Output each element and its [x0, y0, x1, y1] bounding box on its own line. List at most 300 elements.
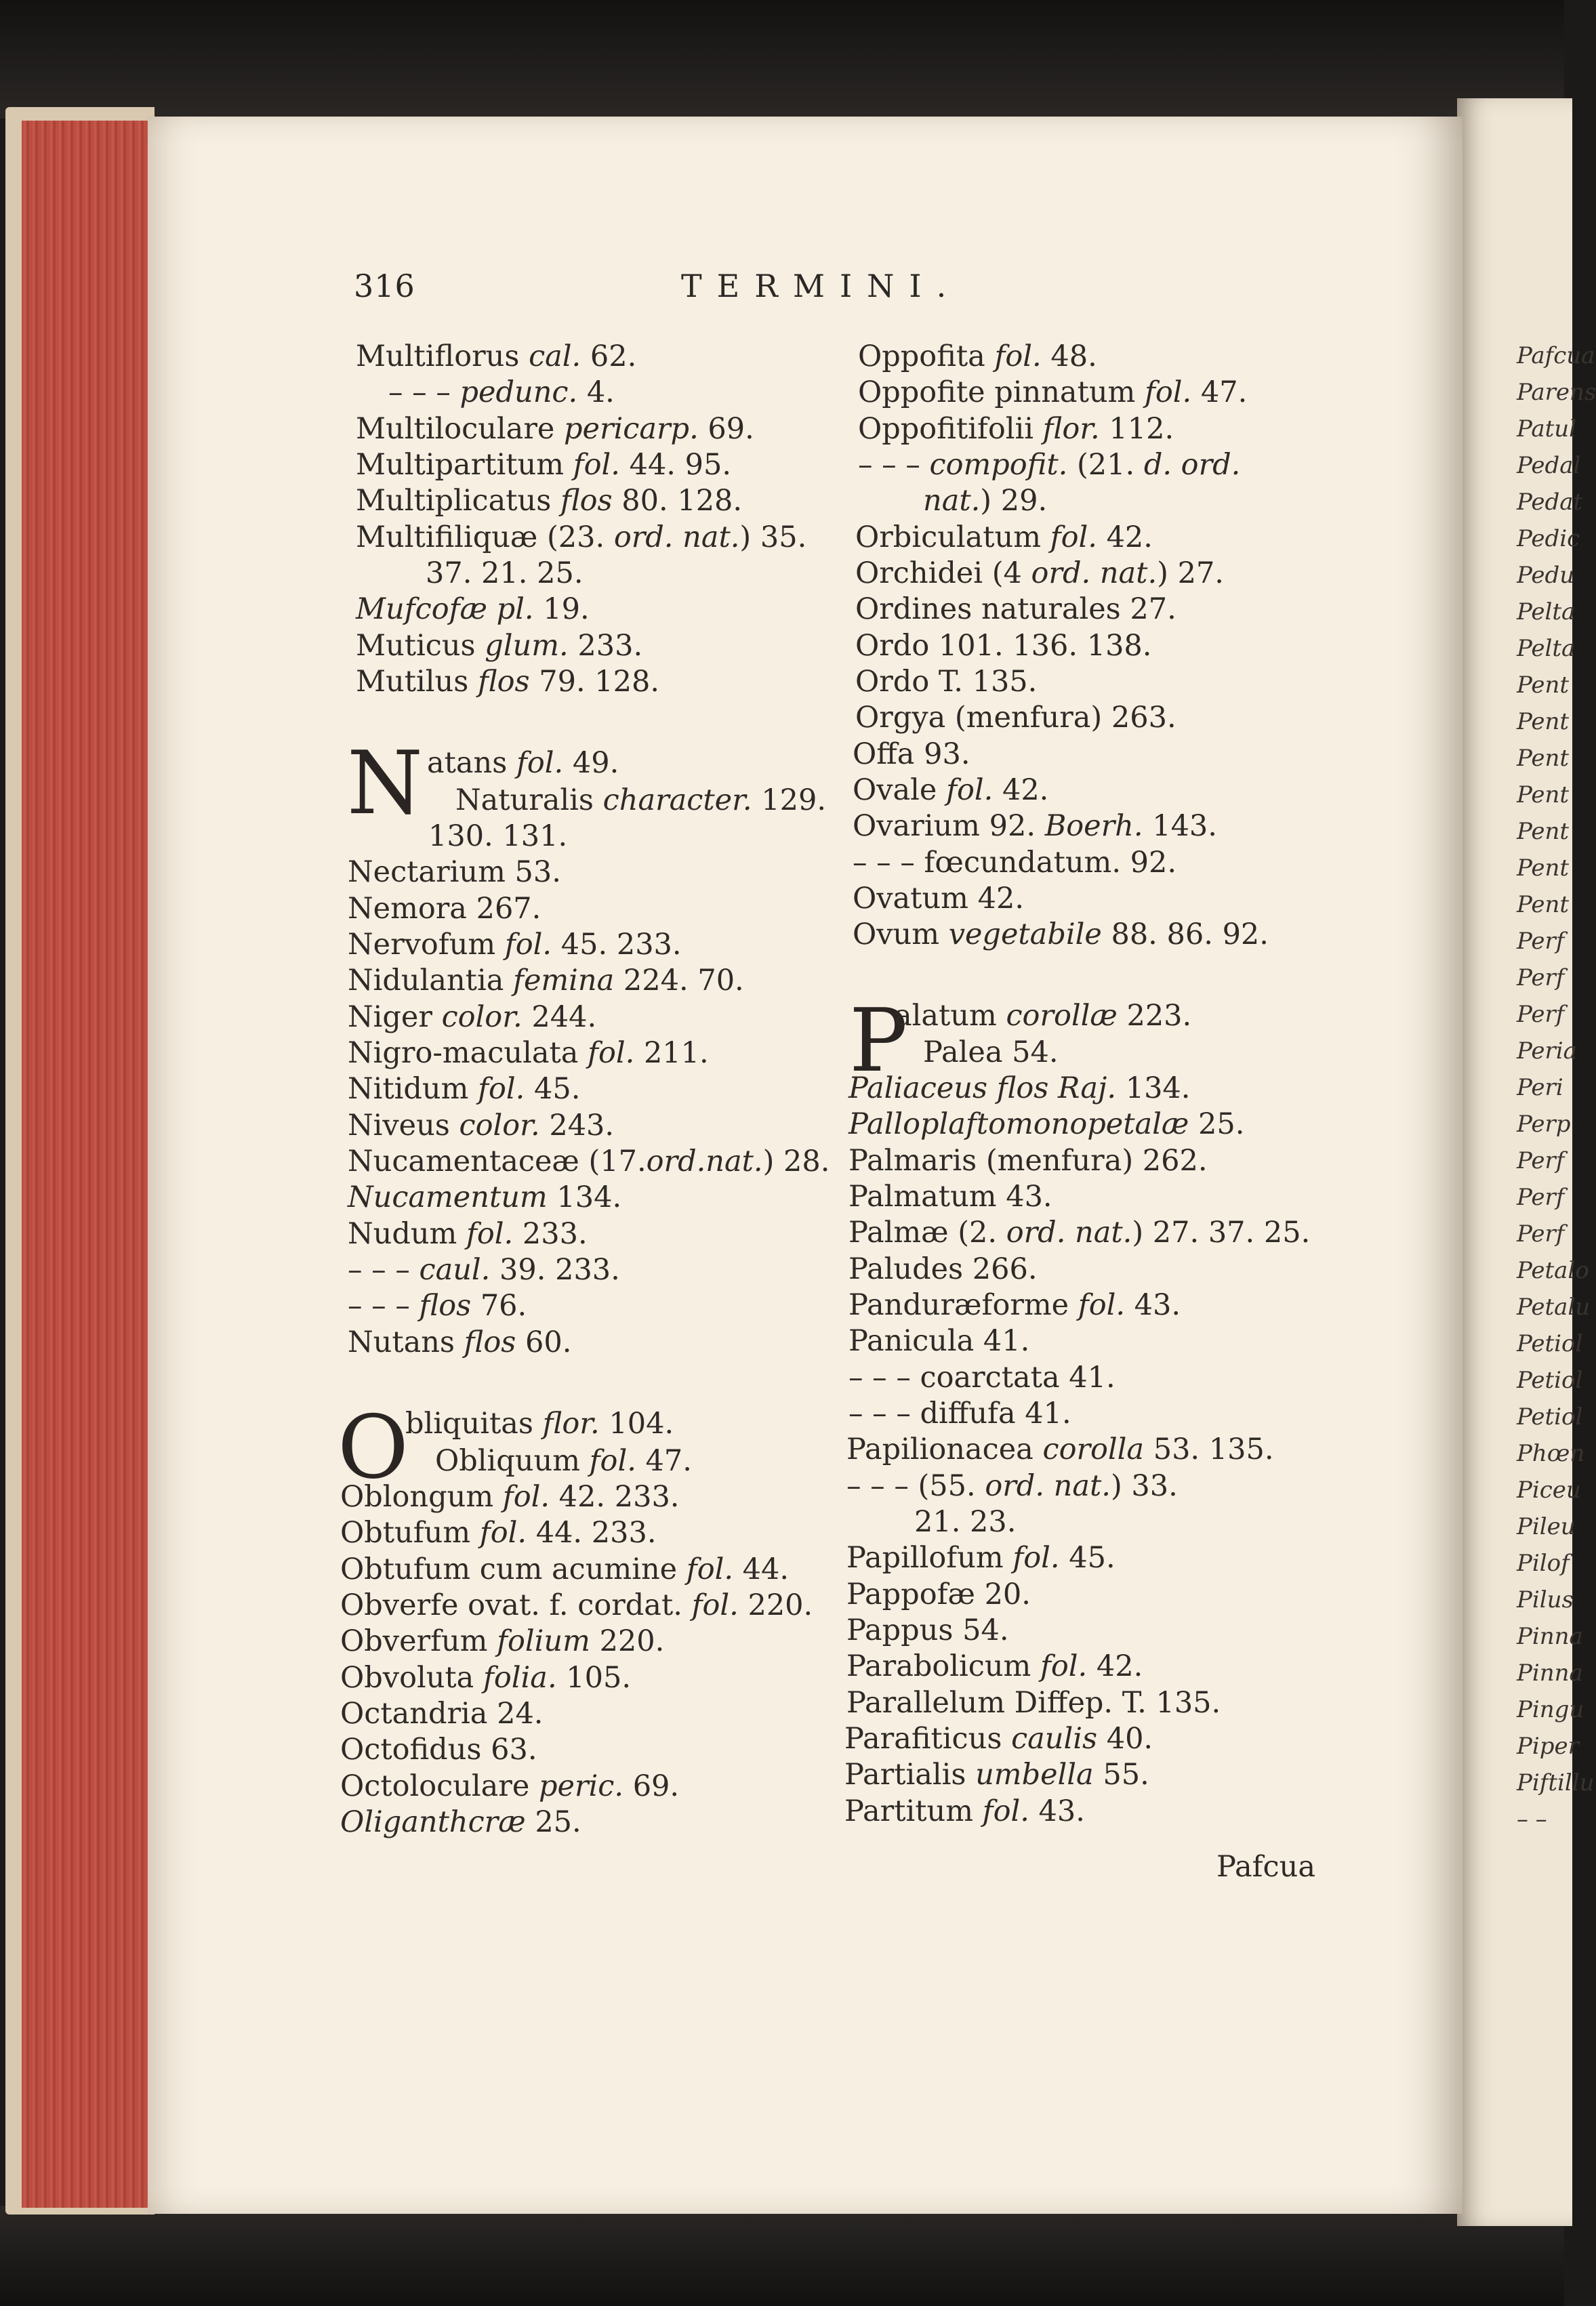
- right-column-entry: [858, 375, 1248, 409]
- entry-text: – – –: [348, 1253, 420, 1287]
- right-column-entry: [853, 920, 1269, 949]
- facing-page-word: Pent: [1517, 708, 1570, 735]
- entry-text: bliquitas: [405, 1407, 543, 1441]
- facing-page-word: Pent: [1517, 745, 1570, 772]
- facing-page-word: Pedu: [1517, 562, 1575, 589]
- entry-text: Pappofæ 20.: [846, 1578, 1031, 1611]
- entry-text: Nucamentum: [348, 1180, 548, 1214]
- entry-text: Niveus: [348, 1109, 459, 1142]
- right-column-entry: [846, 1435, 1274, 1464]
- right-column-entry: [858, 448, 1241, 482]
- entry-text: ord. nat.: [985, 1469, 1111, 1503]
- entry-text: ord.nat.: [646, 1145, 763, 1178]
- entry-text: 76.: [471, 1289, 527, 1323]
- right-column-entry: [853, 809, 1217, 843]
- entry-text: fol.: [478, 1072, 525, 1106]
- entry-text: Oppofitifolii: [858, 412, 1043, 446]
- entry-text: Ordines naturales 27.: [855, 592, 1176, 626]
- entry-text: Palloplaftomonopetalæ: [848, 1107, 1189, 1141]
- entry-text: 134.: [1116, 1071, 1191, 1105]
- entry-text: 223.: [1117, 999, 1192, 1033]
- left-column-entry: [348, 894, 541, 924]
- running-title: TERMINI.: [681, 268, 962, 304]
- entry-text: 45.: [525, 1072, 581, 1106]
- right-column-entry: [923, 1035, 1059, 1069]
- right-column-entry: [855, 556, 1224, 590]
- facing-page-word: Perf: [1517, 964, 1565, 991]
- entry-text: fol.: [1078, 1288, 1126, 1322]
- entry-text: folia.: [483, 1661, 557, 1695]
- entry-text: 42.: [1097, 520, 1153, 554]
- entry-text: flos: [560, 484, 613, 518]
- right-column-entry: [855, 629, 1152, 663]
- right-column-entry: [853, 848, 1176, 878]
- entry-text: d. ord.: [1143, 448, 1241, 482]
- right-column-entry: [914, 1505, 1017, 1539]
- entry-text: flos: [419, 1289, 472, 1323]
- right-column-entry: [895, 999, 1192, 1033]
- facing-page-word: Perf: [1517, 928, 1565, 955]
- entry-text: 79. 128.: [529, 665, 660, 699]
- entry-text: folium: [497, 1624, 590, 1658]
- entry-text: Nitidum: [348, 1072, 478, 1106]
- entry-text: 243.: [539, 1109, 615, 1142]
- right-column-entry: [853, 737, 970, 771]
- left-column-entry: [340, 1624, 665, 1658]
- entry-text: Ovum: [853, 918, 949, 951]
- entry-text: Nervofum: [348, 928, 505, 962]
- facing-page-word: Pilof: [1517, 1550, 1570, 1577]
- left-column-entry: [427, 746, 619, 780]
- drop-cap-p: P: [849, 991, 908, 1092]
- entry-text: fol.: [589, 1444, 636, 1478]
- entry-text: flos: [464, 1325, 516, 1359]
- facing-page-word: Perf: [1517, 1220, 1565, 1248]
- entry-text: Parafiticus: [844, 1722, 1012, 1756]
- facing-page-word: Phœn: [1517, 1440, 1585, 1467]
- left-column-entry: [348, 1180, 622, 1214]
- entry-text: Octoloculare: [340, 1769, 539, 1803]
- backdrop-top: [0, 0, 1564, 119]
- entry-text: fol.: [573, 448, 620, 482]
- entry-text: 233.: [568, 629, 643, 663]
- entry-text: Octandria 24.: [340, 1697, 544, 1731]
- entry-text: Oppofita: [858, 339, 995, 373]
- entry-text: pericarp.: [563, 412, 699, 446]
- drop-cap-n: N: [347, 733, 423, 834]
- entry-text: 47.: [636, 1444, 692, 1478]
- facing-page-word: Pent: [1517, 855, 1570, 882]
- right-column-entry: [848, 1324, 1030, 1358]
- left-column-entry: [356, 667, 659, 697]
- right-column-entry: [855, 703, 1176, 733]
- entry-text: 45.: [1059, 1541, 1116, 1575]
- entry-text: nat.: [923, 484, 981, 518]
- entry-text: Multiloculare: [356, 412, 564, 446]
- catchword: Pafcua: [1216, 1850, 1315, 1884]
- facing-page-word: Piceu: [1517, 1477, 1581, 1504]
- entry-text: fol.: [1145, 375, 1192, 409]
- entry-text: 42.: [1087, 1649, 1143, 1683]
- entry-text: 53. 135.: [1144, 1433, 1274, 1466]
- left-column-entry: [348, 1325, 572, 1359]
- entry-text: Multiplicatus: [356, 484, 560, 518]
- facing-page-word: Perf: [1517, 1184, 1565, 1211]
- left-column-entry: [348, 966, 744, 995]
- entry-text: ord. nat.: [1031, 556, 1158, 590]
- entry-text: compofit.: [929, 448, 1068, 482]
- left-column-entry: [428, 819, 568, 853]
- facing-page-word: Petiol: [1517, 1367, 1583, 1394]
- entry-text: Oppofite pinnatum: [858, 375, 1145, 409]
- entry-text: – – –: [348, 1289, 420, 1323]
- facing-page-word: Pedic: [1517, 525, 1580, 552]
- left-column-entry: [340, 1805, 581, 1839]
- left-column-entry: [356, 484, 743, 518]
- left-column-entry: [340, 1516, 657, 1550]
- entry-text: ) 28.: [762, 1145, 830, 1178]
- entry-text: Partialis: [844, 1758, 976, 1792]
- facing-page-word: Petalo: [1517, 1257, 1589, 1284]
- left-column-entry: [356, 520, 807, 554]
- right-column-entry: [848, 1363, 1116, 1393]
- entry-text: 42.: [993, 773, 1049, 807]
- entry-text: Nudum: [348, 1217, 466, 1251]
- entry-text: – – – (55.: [846, 1469, 985, 1503]
- facing-page-word: Peri: [1517, 1074, 1563, 1101]
- entry-text: fol.: [1012, 1541, 1060, 1575]
- entry-text: Palmaris (menfura) 262.: [848, 1144, 1208, 1178]
- entry-text: fol.: [982, 1794, 1029, 1828]
- right-column-entry: [923, 484, 1048, 518]
- entry-text: 62.: [581, 339, 637, 373]
- entry-text: flor.: [1042, 412, 1100, 446]
- entry-text: 244.: [522, 1000, 597, 1034]
- entry-text: 60.: [516, 1325, 572, 1359]
- entry-text: 112.: [1099, 412, 1174, 446]
- entry-text: – – – diffufa 41.: [848, 1397, 1071, 1430]
- facing-page-word: Piper: [1517, 1733, 1579, 1760]
- facing-page-word: Pent: [1517, 672, 1570, 699]
- facing-page-word: Peria: [1517, 1037, 1577, 1065]
- entry-text: Ordo T. 135.: [855, 665, 1038, 699]
- left-column-entry: [340, 1697, 544, 1731]
- entry-text: umbella: [975, 1758, 1094, 1792]
- facing-page-word: Pingu: [1517, 1696, 1584, 1723]
- entry-text: Octofidus 63.: [340, 1733, 537, 1767]
- entry-text: Parallelum Diffep. T. 135.: [846, 1686, 1221, 1720]
- entry-text: 104.: [599, 1407, 674, 1441]
- entry-text: Ovatum 42.: [853, 882, 1024, 915]
- entry-text: flos: [477, 665, 530, 699]
- right-column-entry: [858, 339, 1097, 373]
- entry-text: ord. nat.: [1006, 1216, 1132, 1250]
- right-column-entry: [846, 1469, 1178, 1503]
- facing-page-word: Pent: [1517, 818, 1570, 845]
- entry-text: Obtufum cum acumine: [340, 1552, 687, 1586]
- right-column-entry: [848, 1071, 1191, 1105]
- entry-text: 25.: [1189, 1107, 1245, 1141]
- entry-text: Ovarium 92.: [853, 809, 1045, 843]
- entry-text: 42. 233.: [550, 1480, 680, 1514]
- entry-text: Nectarium 53.: [348, 855, 561, 889]
- entry-text: 224. 70.: [614, 964, 744, 997]
- entry-text: corollæ: [1006, 999, 1118, 1033]
- left-column-entry: [348, 1217, 588, 1251]
- entry-text: Offa 93.: [853, 737, 970, 771]
- facing-page-word: Parens: [1517, 379, 1596, 406]
- entry-text: 69.: [623, 1769, 680, 1803]
- entry-text: (21.: [1067, 448, 1144, 482]
- right-column-entry: [848, 1399, 1071, 1428]
- entry-text: fol.: [466, 1217, 514, 1251]
- entry-text: 55.: [1093, 1758, 1149, 1792]
- entry-text: fol.: [588, 1036, 635, 1070]
- left-column-entry: [340, 1735, 537, 1765]
- entry-text: Oblongum: [340, 1480, 503, 1514]
- left-column-entry: [348, 1072, 581, 1106]
- right-column-entry: [855, 667, 1037, 697]
- entry-text: Mutilus: [356, 665, 478, 699]
- entry-text: corolla: [1042, 1433, 1145, 1466]
- entry-text: 233.: [513, 1217, 588, 1251]
- right-column-entry: [855, 520, 1153, 554]
- entry-text: Papilionacea: [846, 1433, 1043, 1466]
- entry-text: 40.: [1097, 1722, 1153, 1756]
- right-column-entry: [848, 1288, 1181, 1322]
- entry-text: 44.: [733, 1552, 790, 1586]
- right-column-entry: [848, 1218, 1310, 1248]
- entry-text: peric.: [538, 1769, 624, 1803]
- drop-cap-o: O: [337, 1397, 409, 1498]
- entry-text: fol.: [686, 1552, 734, 1586]
- entry-text: 134.: [547, 1180, 622, 1214]
- entry-text: Palmæ (2.: [848, 1216, 1006, 1250]
- entry-text: fol.: [994, 339, 1042, 373]
- right-column-entry: [844, 1794, 1085, 1828]
- entry-text: 44. 95.: [619, 448, 732, 482]
- entry-text: caul.: [419, 1253, 491, 1287]
- facing-page-word: Pelta: [1517, 635, 1576, 662]
- entry-text: Obvoluta: [340, 1661, 483, 1695]
- entry-text: ) 33.: [1110, 1469, 1178, 1503]
- entry-text: Panduræforme: [848, 1288, 1078, 1322]
- entry-text: Pappus 54.: [846, 1613, 1009, 1647]
- facing-page-word: Petiol: [1517, 1403, 1583, 1430]
- entry-text: Multipartitum: [356, 448, 573, 482]
- left-column-entry: [348, 1289, 527, 1323]
- entry-text: 211.: [634, 1036, 709, 1070]
- left-column-entry: [348, 1000, 597, 1034]
- facing-page-word: Pileu: [1517, 1513, 1576, 1540]
- entry-text: fol.: [479, 1516, 527, 1550]
- entry-text: color.: [441, 1000, 523, 1034]
- entry-text: – – –: [388, 375, 460, 409]
- entry-text: 129.: [752, 783, 827, 817]
- left-column-entry: [356, 412, 754, 446]
- entry-text: 19.: [533, 592, 590, 626]
- facing-page-word: Petalu: [1517, 1294, 1591, 1321]
- entry-text: 44. 233.: [527, 1516, 657, 1550]
- entry-text: Obverfum: [340, 1624, 497, 1658]
- entry-text: Nigro-maculata: [348, 1036, 588, 1070]
- entry-text: cal.: [529, 339, 581, 373]
- facing-page-word: Patul: [1517, 415, 1577, 442]
- page-edges: [22, 121, 149, 2208]
- facing-page-word: Pedat: [1517, 489, 1583, 516]
- entry-text: Paliaceus flos Raj.: [848, 1071, 1117, 1105]
- facing-page-word: Pent: [1517, 781, 1570, 808]
- left-column-entry: [426, 556, 584, 590]
- entry-text: flor.: [542, 1407, 600, 1441]
- entry-text: fol.: [691, 1588, 739, 1622]
- left-column-entry: [348, 1111, 614, 1140]
- entry-text: Niger: [348, 1000, 442, 1034]
- entry-text: Partitum: [844, 1794, 983, 1828]
- entry-text: 37. 21. 25.: [426, 556, 584, 590]
- backdrop-bottom: [0, 2206, 1564, 2306]
- left-column-entry: [356, 448, 732, 482]
- left-column-entry: [348, 930, 682, 960]
- facing-page-word: Pent: [1517, 891, 1570, 918]
- left-column-entry: [348, 855, 561, 889]
- entry-text: femina: [513, 964, 615, 997]
- entry-text: fol.: [1050, 520, 1097, 554]
- entry-text: 39. 233.: [490, 1253, 620, 1287]
- right-column-entry: [846, 1613, 1009, 1647]
- left-column-entry: [340, 1588, 813, 1622]
- entry-text: Orbiculatum: [855, 520, 1050, 554]
- right-column-entry: [848, 1107, 1245, 1141]
- left-column-entry: [356, 629, 643, 663]
- left-column-entry: [348, 1253, 620, 1287]
- entry-text: ord. nat.: [613, 520, 740, 554]
- entry-text: ) 27.: [1157, 556, 1224, 590]
- entry-text: 25.: [525, 1805, 581, 1839]
- entry-text: 47.: [1191, 375, 1248, 409]
- entry-text: vegetabile: [948, 918, 1102, 951]
- entry-text: 69.: [698, 412, 754, 446]
- entry-text: Boerh.: [1044, 809, 1143, 843]
- entry-text: Obtufum: [340, 1516, 480, 1550]
- page-number: 316: [354, 268, 415, 304]
- entry-text: Multiflorus: [356, 339, 529, 373]
- facing-page-word: Pelta: [1517, 598, 1576, 625]
- facing-page-word: Petiol: [1517, 1330, 1583, 1357]
- left-column-entry: [388, 375, 615, 409]
- right-column-entry: [858, 412, 1174, 446]
- entry-text: – – –: [858, 448, 930, 482]
- entry-text: Nemora 267.: [348, 892, 541, 926]
- entry-text: 88. 86. 92.: [1101, 918, 1269, 951]
- entry-text: Nucamentaceæ (17.: [348, 1145, 647, 1178]
- facing-page-word: Perf: [1517, 1147, 1565, 1174]
- entry-text: alatum: [895, 999, 1006, 1033]
- entry-text: Paludes 266.: [848, 1252, 1038, 1286]
- entry-text: 220.: [738, 1588, 813, 1622]
- entry-text: glum.: [485, 629, 569, 663]
- right-column-entry: [853, 773, 1049, 807]
- right-column-entry: [844, 1722, 1153, 1756]
- entry-text: Ovale: [853, 773, 947, 807]
- entry-text: pedunc.: [459, 375, 578, 409]
- entry-text: 48.: [1041, 339, 1097, 373]
- left-column-entry: [455, 783, 827, 817]
- entry-text: Orchidei (4: [855, 556, 1031, 590]
- entry-text: Obliquum: [435, 1444, 590, 1478]
- entry-text: Oliganthcræ: [340, 1805, 526, 1839]
- entry-text: ) 35.: [739, 520, 807, 554]
- right-column-entry: [846, 1580, 1031, 1609]
- left-column-entry: [348, 1147, 830, 1176]
- entry-text: – – – coarctata 41.: [848, 1361, 1116, 1395]
- facing-page-word: – –: [1517, 1806, 1547, 1833]
- facing-page-word: Pinna: [1517, 1660, 1583, 1687]
- left-column-entry: [405, 1409, 674, 1439]
- entry-text: Obverfe ovat. f. cordat.: [340, 1588, 692, 1622]
- entry-text: Mufcofæ pl.: [356, 592, 534, 626]
- entry-text: fol.: [504, 928, 552, 962]
- entry-text: 143.: [1143, 809, 1217, 843]
- left-column-entry: [340, 1661, 632, 1695]
- right-column-entry: [848, 1252, 1038, 1286]
- left-column-entry: [340, 1480, 680, 1514]
- right-column-entry: [853, 884, 1024, 913]
- entry-text: fol.: [502, 1480, 550, 1514]
- entry-text: color.: [459, 1109, 540, 1142]
- entry-text: Palea 54.: [923, 1035, 1059, 1069]
- entry-text: 43.: [1125, 1288, 1181, 1322]
- entry-text: Orgya (menfura) 263.: [855, 701, 1176, 735]
- entry-text: fol.: [516, 746, 564, 780]
- entry-text: Ordo 101. 136. 138.: [855, 629, 1152, 663]
- left-column-entry: [340, 1769, 680, 1803]
- right-column-entry: [844, 1758, 1149, 1792]
- facing-page-word: Pedal: [1517, 452, 1581, 479]
- facing-page-word: Piftillu: [1517, 1769, 1595, 1796]
- right-column-entry: [848, 1144, 1208, 1178]
- right-column-entry: [846, 1649, 1143, 1683]
- right-column-entry: [846, 1686, 1221, 1720]
- entry-text: Papillofum: [846, 1541, 1013, 1575]
- left-column-entry: [356, 592, 590, 626]
- entry-text: Multifiliquæ (23.: [356, 520, 614, 554]
- entry-text: Palmatum 43.: [848, 1180, 1052, 1214]
- entry-text: 220.: [590, 1624, 665, 1658]
- left-column-entry: [348, 1036, 709, 1070]
- entry-text: Parabolicum: [846, 1649, 1040, 1683]
- entry-text: character.: [602, 783, 752, 817]
- entry-text: 43.: [1029, 1794, 1085, 1828]
- entry-text: Panicula 41.: [848, 1324, 1030, 1358]
- facing-page-word: Pilus: [1517, 1586, 1574, 1613]
- facing-page-word: Pafcua: [1517, 342, 1595, 369]
- right-column-entry: [846, 1541, 1116, 1575]
- entry-text: atans: [427, 746, 516, 780]
- entry-text: Nidulantia: [348, 964, 514, 997]
- entry-text: 80. 128.: [612, 484, 743, 518]
- entry-text: – – – fœcundatum. 92.: [853, 846, 1177, 880]
- entry-text: 49.: [563, 746, 619, 780]
- entry-text: 21. 23.: [914, 1505, 1017, 1539]
- entry-text: Nutans: [348, 1325, 464, 1359]
- right-column-entry: [848, 1182, 1052, 1212]
- entry-text: 45. 233.: [552, 928, 682, 962]
- entry-text: Muticus: [356, 629, 485, 663]
- entry-text: 105.: [556, 1661, 632, 1695]
- left-column-entry: [340, 1552, 790, 1586]
- entry-text: caulis: [1011, 1722, 1098, 1756]
